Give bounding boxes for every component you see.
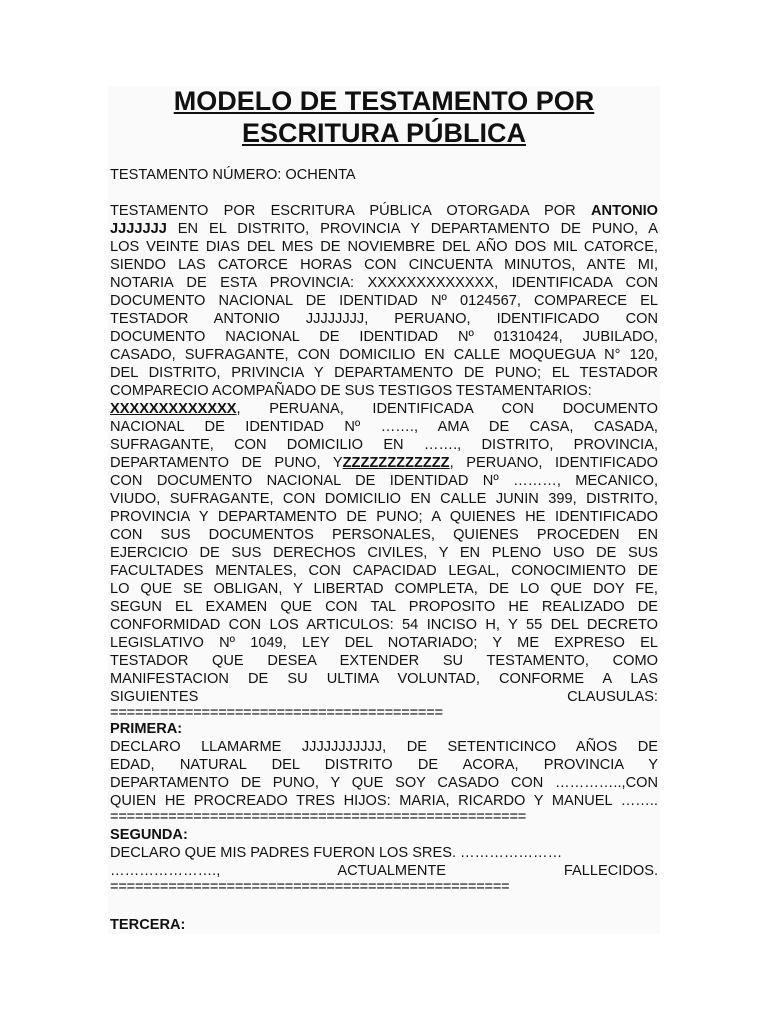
paragraph-line: COMPARECIO ACOMPAÑADO DE SUS TESTIGOS TESTAMENTARIOS: [110, 383, 592, 399]
paragraph-line: LO QUE SE OBLIGAN, Y LIBERTAD COMPLETA, DE LO QUE DOY FE, [110, 581, 658, 597]
separator-line: ================================================ [110, 879, 510, 895]
paragraph-line: LOS VEINTE DIAS DEL MES DE NOVIEMBRE DEL AÑO DOS MIL CATORCE, [110, 239, 658, 255]
paragraph-line: FACULTADES MENTALES, CON CAPACIDAD LEGAL, CONOCIMIENTO DE [110, 563, 658, 579]
clause-line: DECLARO LLAMARME JJJJJJJJJJJ, DE SETENTICINCO AÑOS DE [110, 739, 658, 755]
paragraph-line: CONFORMIDAD CON LOS ARTICULOS: 54 INCISO H, Y 55 DEL DECRETO [110, 617, 658, 633]
witness-1-name: XXXXXXXXXXXXX [110, 401, 237, 417]
paragraph-line: DEL DISTRITO, PRIVINCIA Y DEPARTAMENTO DE PUNO; EL TESTADOR [110, 365, 658, 381]
clause-line: DEPARTAMENTO DE PUNO, Y QUE SOY CASADO CON …………..,CON [110, 775, 658, 791]
testamento-numero: TESTAMENTO NÚMERO: OCHENTA [110, 167, 356, 183]
clause-line: …………………., ACTUALMENTE FALLECIDOS. [110, 863, 658, 879]
paragraph-line: DEPARTAMENTO DE PUNO, YZZZZZZZZZZZZ, PERUANO, IDENTIFICADO [110, 455, 659, 471]
clause-line: DECLARO QUE MIS PADRES FUERON LOS SRES. ………………… [110, 845, 563, 861]
paragraph-line: SUFRAGANTE, CON DOMICILIO EN ……., DISTRITO, PROVINCIA, [110, 437, 658, 453]
paragraph-line: TESTAMENTO POR ESCRITURA PÚBLICA OTORGADA POR ANTONIO [110, 203, 659, 219]
testator-surname: JJJJJJJ [110, 221, 167, 237]
paragraph-line: TESTADOR QUE DESEA EXTENDER SU TESTAMENTO, COMO [110, 653, 658, 669]
paragraph-line: NACIONAL DE IDENTIDAD Nº ……., AMA DE CASA, CASADA, [110, 419, 658, 435]
paragraph-line: VIUDO, SUFRAGANTE, CON DOMICILIO EN CALLE JUNIN 399, DISTRITO, [110, 491, 658, 507]
paragraph-line: XXXXXXXXXXXXX, PERUANA, IDENTIFICADA CON DOCUMENTO [110, 401, 658, 417]
witness-2-name: ZZZZZZZZZZZZ [342, 455, 450, 471]
clause-line: QUIEN HE PROCREADO TRES HIJOS: MARIA, RICARDO Y MANUEL …….. [110, 793, 658, 809]
clause-line: EDAD, NATURAL DEL DISTRITO DE ACORA, PROVINCIA Y [110, 757, 658, 773]
paragraph-line: CON SUS DOCUMENTOS PERSONALES, QUIENES PROCEDEN EN [110, 527, 658, 543]
paragraph-line: SIGUIENTES CLAUSULAS: [110, 689, 658, 705]
paragraph-line: CASADO, SUFRAGANTE, CON DOMICILIO EN CALLE MOQUEGUA N° 120, [110, 347, 658, 363]
paragraph-line: CON DOCUMENTO NACIONAL DE IDENTIDAD Nº ………, MECANICO, [110, 473, 658, 489]
paragraph-line: PROVINCIA Y DEPARTAMENTO DE PUNO; A QUIENES HE IDENTIFICADO [110, 509, 658, 525]
paragraph-line: DOCUMENTO NACIONAL DE IDENTIDAD Nº 0124567, COMPARECE EL [110, 293, 658, 309]
clause-heading-primera: PRIMERA: [110, 721, 183, 737]
clause-heading-segunda: SEGUNDA: [110, 827, 188, 843]
paragraph-line: DOCUMENTO NACIONAL DE IDENTIDAD Nº 01310424, JUBILADO, [110, 329, 658, 345]
document-page [108, 86, 660, 934]
paragraph-line: LEGISLATIVO Nº 1049, LEY DEL NOTARIADO; Y ME EXPRESO EL [110, 635, 658, 651]
paragraph-line: SIENDO LAS CATORCE HORAS CON CINCUENTA MINUTOS, ANTE MI, [110, 257, 658, 273]
paragraph-line: JJJJJJJ EN EL DISTRITO, PROVINCIA Y DEPARTAMENTO DE PUNO, A [110, 221, 658, 237]
testator-name: ANTONIO [590, 203, 659, 219]
separator-line: ======================================== [110, 705, 443, 721]
document-title-line2: ESCRITURA PÚBLICA [241, 118, 526, 148]
paragraph-line: EJERCICIO DE SUS DERECHOS CIVILES, Y EN PLENO USO DE SUS [110, 545, 658, 561]
paragraph-line: NOTARIA DE ESTA PROVINCIA: XXXXXXXXXXXXX, IDENTIFICADA CON [110, 275, 658, 291]
document-title-line1: MODELO DE TESTAMENTO POR [173, 86, 595, 116]
clause-heading-tercera: TERCERA: [110, 917, 186, 933]
paragraph-line: SEGUN EL EXAMEN QUE CON TAL PROPOSITO HE REALIZADO DE [110, 599, 658, 615]
paragraph-line: MANIFESTACION DE SU ULTIMA VOLUNTAD, CONFORME A LAS [110, 671, 658, 687]
paragraph-line: TESTADOR ANTONIO JJJJJJJJ, PERUANO, IDENTIFICADO CON [110, 311, 658, 327]
separator-line: ================================================== [110, 809, 527, 825]
